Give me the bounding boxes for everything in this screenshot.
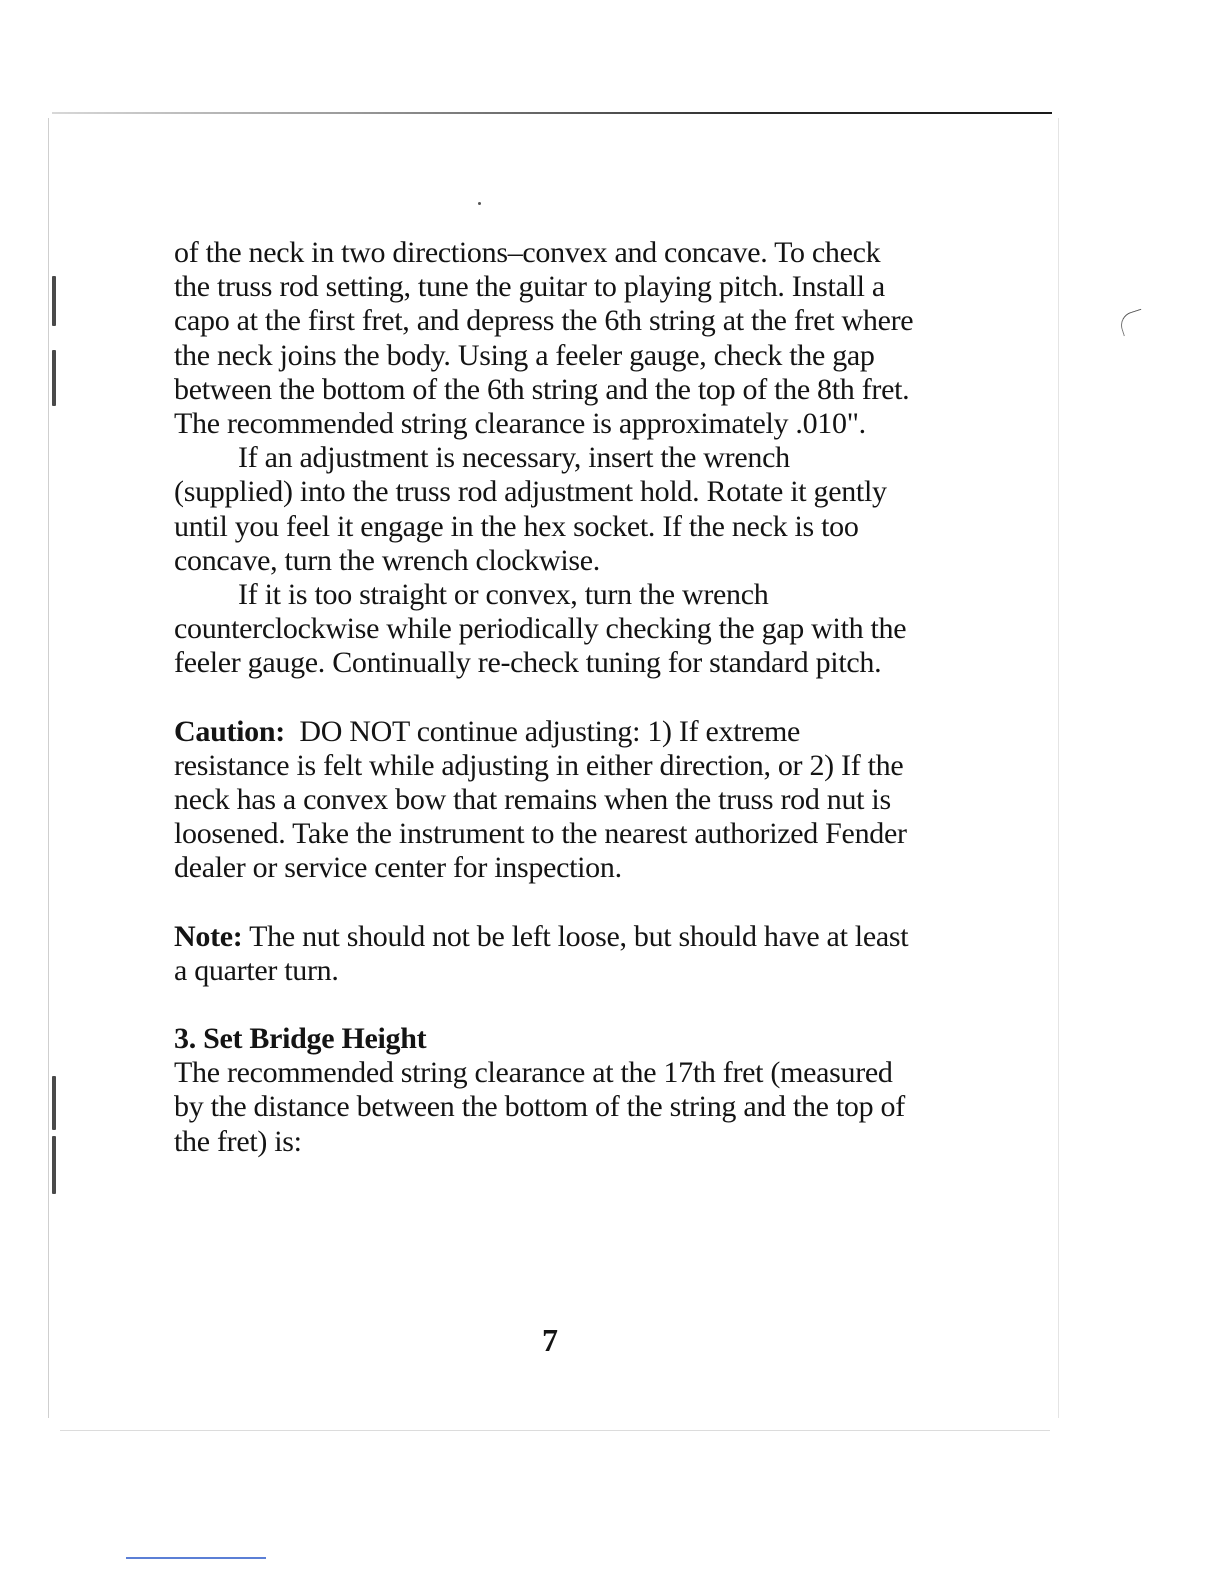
note-text: The nut should not be left loose, but should have at least a quarter turn. — [174, 919, 909, 987]
caution-text: DO NOT continue adjusting: 1) If extreme resistance is felt while adjusting in either direction, or 2) If the neck has a convex bow that remains when the truss rod nut is loosened. Take the instrument to the nearest authorized Fender dealer or service center for inspection. — [174, 714, 907, 885]
page-bottom-edge — [60, 1430, 1050, 1431]
paragraph-truss-rod-check: of the neck in two directions–convex and concave. To check the truss rod setting, tune the guitar to playing pitch. Install a capo at the first fret, and depress the 6th string at the fret where the neck joins the body. Using a feeler gauge, check the gap between the bottom of the 6th string and the top of the 8th fret. The recommended string clearance is approximately .010". — [174, 236, 914, 441]
paragraph-convex: If it is too straight or convex, turn the wrench counterclockwise while periodically checking the gap with the feeler gauge. Continually re-check tuning for standard pitch. — [174, 578, 907, 680]
binding-mark — [52, 1136, 56, 1194]
paragraph-adjustment: If an adjustment is necessary, insert the wrench (supplied) into the truss rod adjustment hold. Rotate it gently until you feel it engage in the hex socket. If the neck is too concave, turn the wrench clockwise. — [174, 441, 887, 577]
scan-speck — [478, 202, 481, 205]
section-heading: 3. Set Bridge Height — [174, 1022, 427, 1056]
binding-mark — [52, 350, 56, 406]
caution-label: Caution: — [174, 714, 285, 748]
page-number: 7 — [542, 1322, 558, 1358]
note-paragraph — [174, 920, 914, 988]
page-left-edge — [48, 118, 49, 1418]
scan-pen-mark — [1117, 309, 1147, 337]
note-label: Note: — [174, 919, 243, 953]
section-paragraph: The recommended string clearance at the 17th fret (measured by the distance between the bottom of the string and the top of the fret) is: — [174, 1056, 905, 1158]
binding-mark — [52, 1076, 56, 1130]
caution-paragraph — [174, 715, 914, 886]
binding-mark — [52, 276, 56, 326]
page-right-edge — [1058, 118, 1059, 1418]
scan-underline-mark — [126, 1557, 266, 1559]
page-body — [174, 236, 914, 1159]
page-top-rule — [52, 112, 1052, 114]
